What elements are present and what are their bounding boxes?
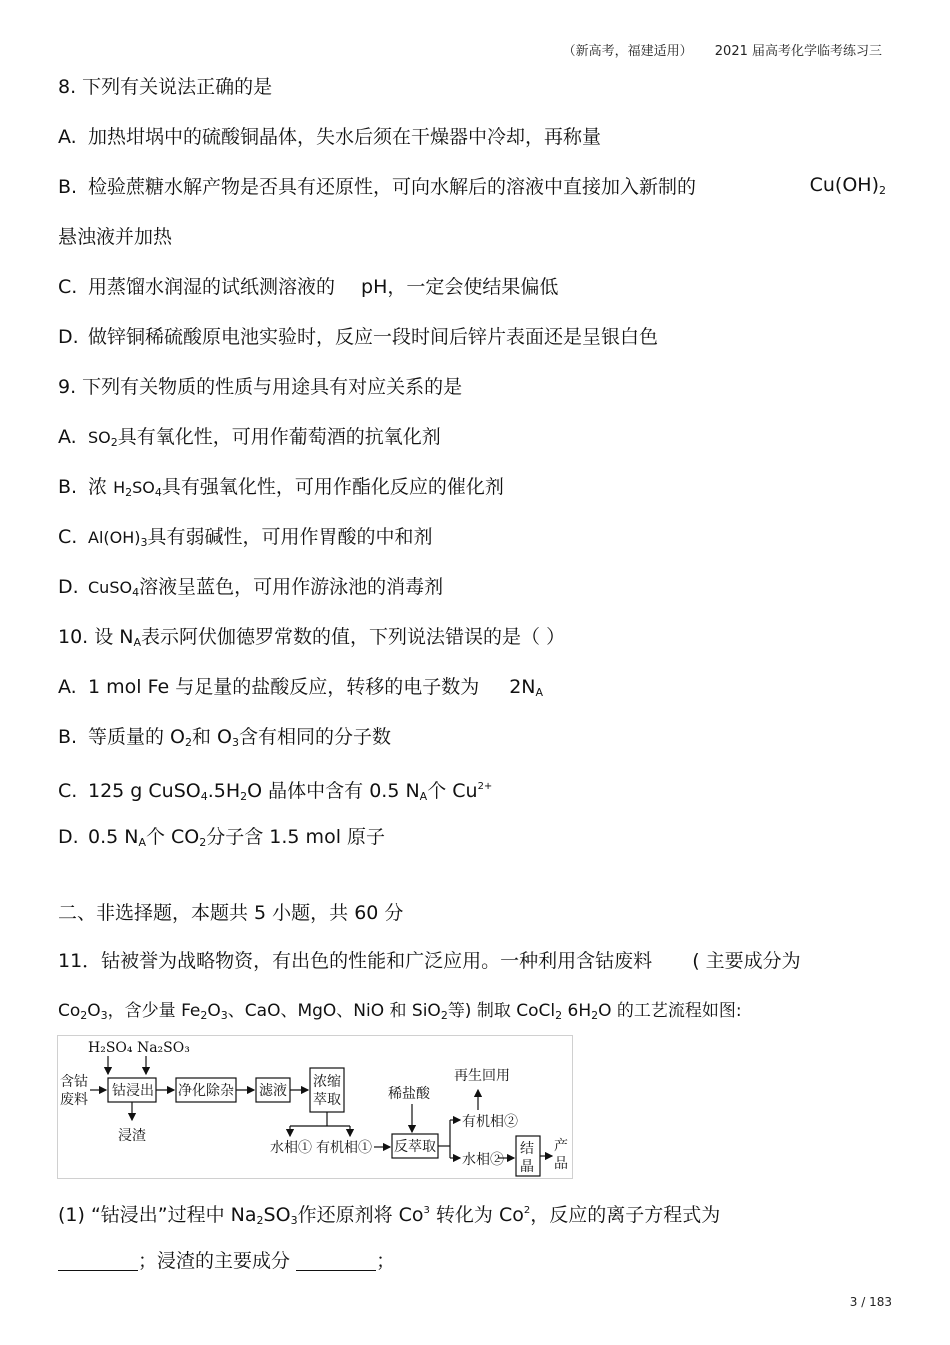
flow-product-2: 品 [554,1156,568,1172]
flow-organic-2: 有机相② [462,1114,518,1130]
flow-box-back-extract-label: 反萃取 [394,1139,436,1155]
flow-box-filtrate-label: 滤液 [259,1083,287,1099]
q10-stem: 10. 设 $N_A$表示阿伏伽德罗常数的值，下列说法错误的是（ ） [58,626,566,649]
flow-box-leach-label: 钴浸出 [112,1083,154,1099]
q9-stem: 9. 下列有关物质的性质与用途具有对应关系的是 [58,376,463,398]
flow-reagents-top: H₂SO₄ Na₂SO₃ [88,1040,190,1056]
answer-blank-2[interactable] [296,1250,376,1271]
flow-box-crystallize-label-2: 晶 [520,1159,534,1175]
flow-dilute-hcl: 稀盐酸 [388,1086,430,1102]
flow-box-extract-label-2: 萃取 [313,1092,341,1108]
q10-option-a: A. 1 mol Fe 与足量的盐酸反应，转移的电子数为 $2N_A$ [58,676,544,699]
q8-option-b-formula: $Cu(OH)_2$ [809,174,886,197]
q8-stem: 8. 下列有关说法正确的是 [58,76,273,98]
q9-option-b: B. 浓 $H_2SO_4$具有强氧化性，可用作酯化反应的催化剂 [58,476,504,499]
q10-option-c: C. 125 g $CuSO_4.5H_2O$ 晶体中含有 0.5 $N_A$个 $Cu^{2+}$ [58,780,493,803]
flow-box-extract-label-1: 浓缩 [313,1074,341,1090]
flow-organic-1: 有机相① [316,1140,372,1156]
q11-stem-line2: $Co_2O_3$，含少量 $Fe_2O_3$、CaO、MgO、NiO 和 SiO$_2$等) 制取 CoCl$_2$ $6H_2O$ 的工艺流程如图: [58,1001,742,1022]
flow-feed-1: 含钴 [60,1074,88,1090]
q9-option-c: C. $Al(OH)_3$具有弱碱性，可用作胃酸的中和剂 [58,526,433,549]
q8-option-b: B. 检验蔗糖水解产物是否具有还原性，可向水解后的溶液中直接加入新制的 [58,176,697,198]
q11-subquestion-1: (1) “钴浸出”过程中 $Na_2SO_3$作还原剂将 Co$^3$ 转化为 Co$^2$，反应的离子方程式为 [58,1204,721,1227]
q8-option-a: A. 加热坩埚中的硫酸铜晶体，失水后须在干燥器中冷却，再称量 [58,126,602,148]
page-number: 3 / 183 [849,1295,892,1309]
process-flow-diagram [57,1035,573,1179]
header-title: 2021 届高考化学临考练习三 [714,44,882,59]
flow-aqueous-1: 水相① [270,1140,312,1156]
answer-blank-1[interactable] [58,1250,138,1271]
q9-option-d: D. CuSO$_4$溶液呈蓝色，可用作游泳池的消毒剂 [58,576,444,599]
flow-box-crystallize-label-1: 结 [520,1141,534,1157]
q11-stem-line1: 11．钴被誉为战略物资，有出色的性能和广泛应用。一种利用含钴废料 ( 主要成分为 [58,950,801,972]
header-edition: （新高考，福建适用） [562,44,693,59]
flow-feed-2: 废料 [60,1092,88,1108]
q9-option-a: A. $SO_2$具有氧化性，可用作葡萄酒的抗氧化剂 [58,426,441,449]
flow-recycle: 再生回用 [454,1068,510,1084]
section-heading: 二、非选择题，本题共 5 小题，共 60 分 [58,902,404,924]
flow-residue: 浸渣 [118,1128,146,1144]
page-header [545,40,882,59]
q10-option-b: B. 等质量的 $O_2$和 $O_3$含有相同的分子数 [58,726,392,749]
q10-option-d: D. 0.5 $N_A$个 $CO_2$分子含 1.5 mol 原子 [58,826,386,849]
q8-option-b-continued: 悬浊液并加热 [58,226,173,248]
flow-svg [58,1036,572,1178]
q11-subquestion-1-line2: ；浸渣的主要成分 ； [58,1248,395,1274]
q8-option-c: C. 用蒸馏水润湿的试纸测溶液的 pH，一定会使结果偏低 [58,276,559,298]
q8-option-d: D. 做锌铜稀硫酸原电池实验时，反应一段时间后锌片表面还是呈银白色 [58,326,659,348]
flow-aqueous-2: 水相② [462,1152,504,1168]
flow-product-1: 产 [554,1138,568,1154]
flow-box-purify-label: 净化除杂 [178,1083,234,1099]
